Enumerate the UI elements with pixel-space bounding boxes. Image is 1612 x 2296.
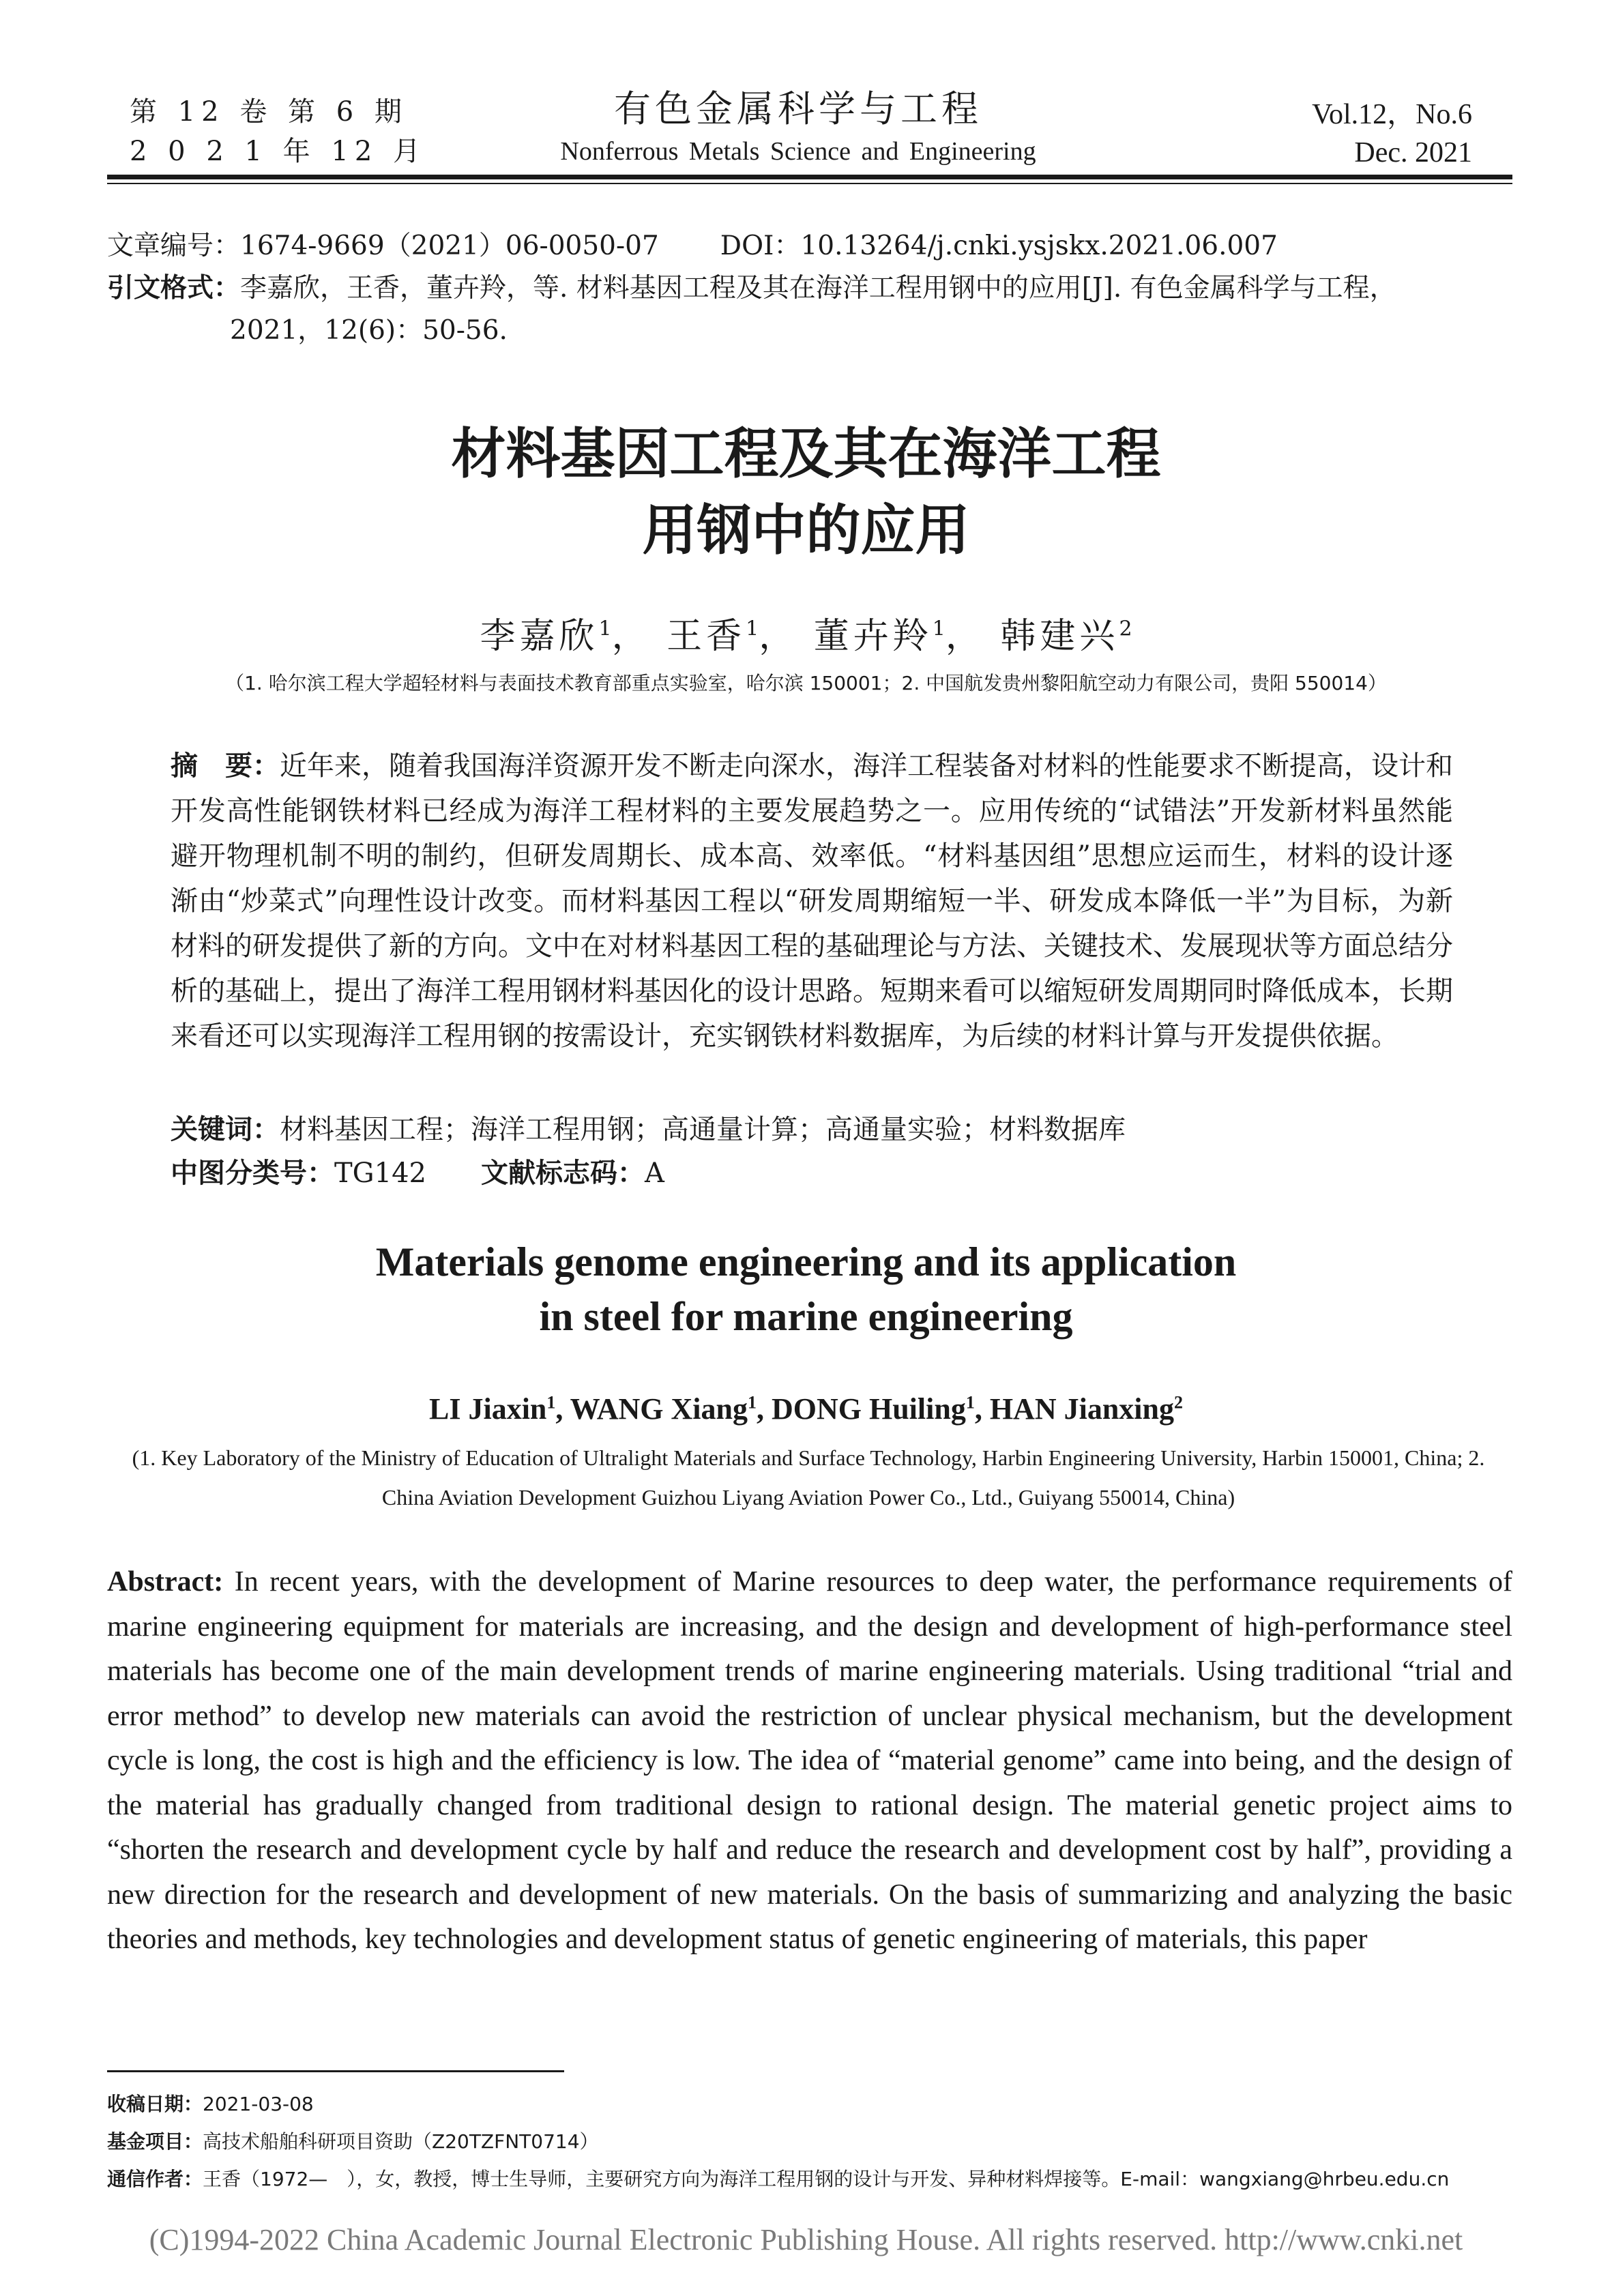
header-rule-thin [107, 183, 1512, 184]
document-code-value: A [644, 1158, 664, 1189]
abstract-en [107, 1560, 1512, 1962]
received-label: 收稿日期： [107, 2093, 203, 2115]
author-en: DONG Huiling$^1$, [771, 1392, 990, 1426]
received-value: 2021-03-08 [203, 2093, 314, 2115]
keywords-cn-text: 材料基因工程；海洋工程用钢；高通量计算；高通量实验；材料数据库 [280, 1114, 1126, 1145]
authors-en [0, 1392, 1612, 1426]
abstract-cn [171, 744, 1453, 1059]
footnote-corresponding [107, 2166, 1512, 2193]
authors-cn [0, 607, 1612, 658]
classification-row [171, 1153, 1453, 1194]
keywords-cn-label: 关键词： [171, 1114, 280, 1145]
abstract-en-text: In recent years, with the development of Marine resources to deep water, the performance requirements of marine engineering equipment for materials are increasing, and the design and development of high-performance steel materials has become one of the main development trends of marine engineering materials. Using traditional “trial and error method” to develop new materials can avoid the restriction of unclear physical mechanism, but the development cycle is long, the cost is high and the efficiency is low. The idea of “material genome” came into being, and the design of the material has gradually changed from traditional design to rational design. The material genetic project aims to “shorten the research and development cycle by half and reduce the research and development cost by half”, providing a new direction for the research and development of new materials. On the basis of summarizing and analyzing the basic theories and methods, key technologies and development status of genetic engineering of materials, this paper [107, 1566, 1512, 1955]
title-en [0, 1235, 1612, 1344]
citation-row [107, 267, 1512, 310]
article-id-row [107, 225, 1512, 267]
journal-name [471, 85, 1126, 170]
clc-value: TG142 [334, 1158, 426, 1189]
header-volume-date-en [1312, 95, 1472, 172]
title-cn-line2: 用钢中的应用 [642, 499, 970, 562]
article-meta [107, 225, 1512, 352]
volume-issue-cn: 第 12 卷 第 6 期 [130, 96, 408, 128]
footnote-rule [107, 2070, 564, 2072]
author-en: LI Jiaxin$^1$, [429, 1392, 570, 1426]
title-cn [0, 416, 1612, 569]
header-volume-date [130, 92, 426, 171]
abstract-cn-label: 摘 要： [171, 750, 280, 782]
document-code-label: 文献标志码： [480, 1158, 645, 1189]
abstract-en-label: Abstract: [107, 1566, 224, 1598]
copyright-notice: (C)1994-2022 China Academic Journal Electronic Publishing House. All rights reserved. http://www.cnki.net [149, 2223, 1463, 2256]
author-cn: 韩建兴$^2$ [1000, 616, 1132, 657]
author-en: HAN Jianxing$^2$ [989, 1392, 1183, 1426]
article-number: 文章编号：1674-9669（2021）06-0050-07 [107, 231, 659, 261]
date-en: Dec. 2021 [1354, 137, 1472, 168]
citation-text: 李嘉欣，王香，董卉羚，等. 材料基因工程及其在海洋工程用钢中的应用[J]. 有色金属科学与工程， [240, 273, 1396, 304]
author-en: WANG Xiang$^1$, [570, 1392, 772, 1426]
volume-issue-en: Vol.12，No.6 [1312, 99, 1472, 130]
fund-label: 基金项目： [107, 2130, 203, 2153]
author-cn: 李嘉欣$^1$， [480, 616, 651, 657]
author-cn: 董卉羚$^1$， [813, 616, 985, 657]
citation-continued: 2021，12(6)：50-56. [230, 315, 508, 346]
title-en-line1: Materials genome engineering and its application [375, 1239, 1237, 1284]
title-en-line2: in steel for marine engineering [539, 1294, 1073, 1339]
citation-label: 引文格式： [107, 273, 241, 304]
corresponding-value: 王香（1972— ），女，教授，博士生导师，主要研究方向为海洋工程用钢的设计与开发、异种材料焊接等。E-mail：wangxiang@hrbeu.edu.cn [203, 2168, 1450, 2190]
fund-value: 高技术船舶科研项目资助（Z20TZFNT0714） [203, 2130, 599, 2153]
keywords-cn [171, 1109, 1453, 1150]
clc-label: 中图分类号： [171, 1158, 334, 1189]
corresponding-label: 通信作者： [107, 2168, 203, 2190]
doi[interactable]: DOI：10.13264/j.cnki.ysjskx.2021.06.007 [720, 231, 1278, 261]
header-rule-thick [107, 175, 1512, 179]
affiliation-en: (1. Key Laboratory of the Ministry of Education of Ultralight Materials and Surface Technology, Harbin Engineering University, Harbin 150001, China; 2. China Aviation Development Guizhou Liyang Aviation Power Co., Ltd., Guiyang 550014, China) [132, 1445, 1485, 1510]
date-cn: 2 0 2 1 年 12 月 [130, 136, 426, 167]
footnote-fund [107, 2128, 1512, 2155]
footnote-received [107, 2091, 1512, 2118]
affiliation-cn: （1. 哈尔滨工程大学超轻材料与表面技术教育部重点实验室，哈尔滨 150001；2. 中国航发贵州黎阳航空动力有限公司，贵阳 550014） [225, 672, 1387, 694]
abstract-cn-text: 近年来，随着我国海洋资源开发不断走向深水，海洋工程装备对材料的性能要求不断提高，设计和开发高性能钢铁材料已经成为海洋工程材料的主要发展趋势之一。应用传统的“试错法”开发新材料虽然能避开物理机制不明的制约，但研发周期长、成本高、效率低。“材料基因组”思想应运而生，材料的设计逐渐由“炒菜式”向理性设计改变。而材料基因工程以“研发周期缩短一半、研发成本降低一半”为目标，为新材料的研发提供了新的方向。文中在对材料基因工程的基础理论与方法、关键技术、发展现状等方面总结分析的基础上，提出了海洋工程用钢材料基因化的设计思路。短期来看可以缩短研发周期同时降低成本，长期来看还可以实现海洋工程用钢的按需设计，充实钢铁材料数据库，为后续的材料计算与开发提供依据。 [171, 750, 1453, 1052]
journal-name-cn: 有色金属科学与工程 [614, 87, 982, 130]
title-cn-line1: 材料基因工程及其在海洋工程 [451, 422, 1161, 486]
author-cn: 王香$^1$， [666, 616, 799, 657]
journal-name-en: Nonferrous Metals Science and Engineering [560, 137, 1036, 166]
